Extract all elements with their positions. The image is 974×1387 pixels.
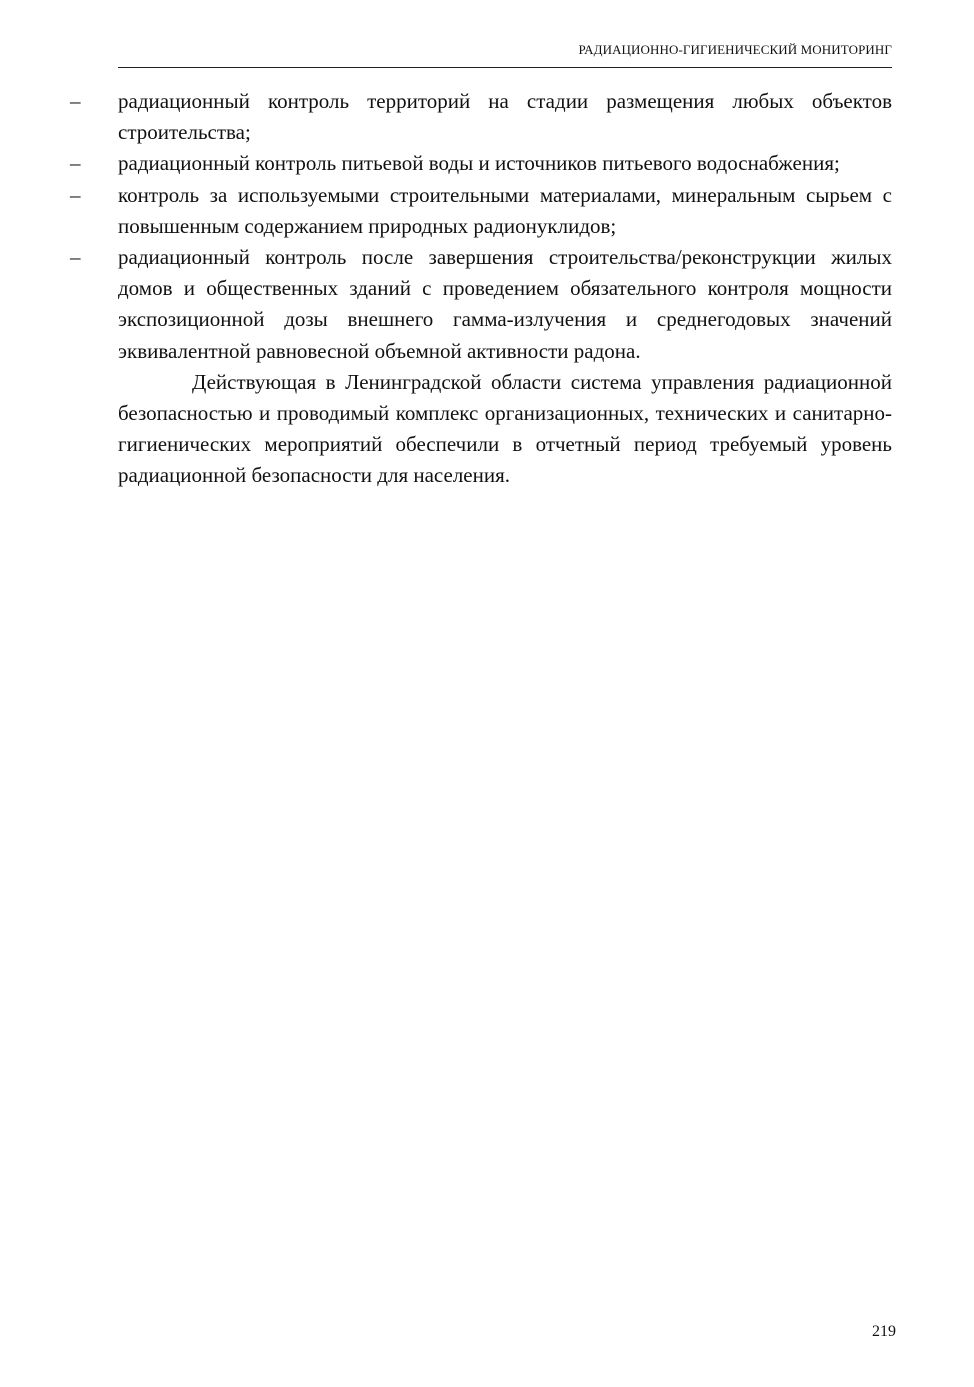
list-item-text: радиационный контроль территорий на стадии размещения любых объектов строительства;	[118, 89, 892, 145]
list-item	[70, 86, 892, 148]
list-marker: –	[70, 151, 81, 176]
list-marker: –	[70, 89, 81, 113]
list-item	[70, 242, 892, 367]
list-item-text: контроль за используемыми строительными материалами, минеральным сырьем с повышенным содержанием природных радионуклидов;	[118, 182, 892, 238]
body-paragraph: Действующая в Ленинградской области система управления радиационной безопасностью и проводимый комплекс организационных, технических и санитарно-гигиенических мероприятий обеспечили в отчетный период требуемый уровень радиационной безопасности для населения.	[118, 369, 892, 488]
list-item	[70, 148, 892, 179]
header-divider	[118, 67, 892, 68]
page-number: 219	[872, 1323, 896, 1340]
list-marker: –	[70, 182, 81, 207]
list-item-text: радиационный контроль питьевой воды и источников питьевого водоснабжения;	[118, 151, 840, 176]
list-item	[70, 180, 892, 242]
list-item-text: радиационный контроль после завершения строительства/реконструкции жилых домов и общественных зданий с проведением обязательного контроля мощности экспозиционной дозы внешнего гамма-излучения и среднегодовых значений эквивалентной равновесной объемной активности радона.	[118, 245, 892, 363]
running-header: РАДИАЦИОННО-ГИГИЕНИЧЕСКИЙ МОНИТОРИНГ	[578, 42, 892, 57]
list-marker: –	[70, 245, 81, 270]
body-text	[0, 86, 974, 492]
